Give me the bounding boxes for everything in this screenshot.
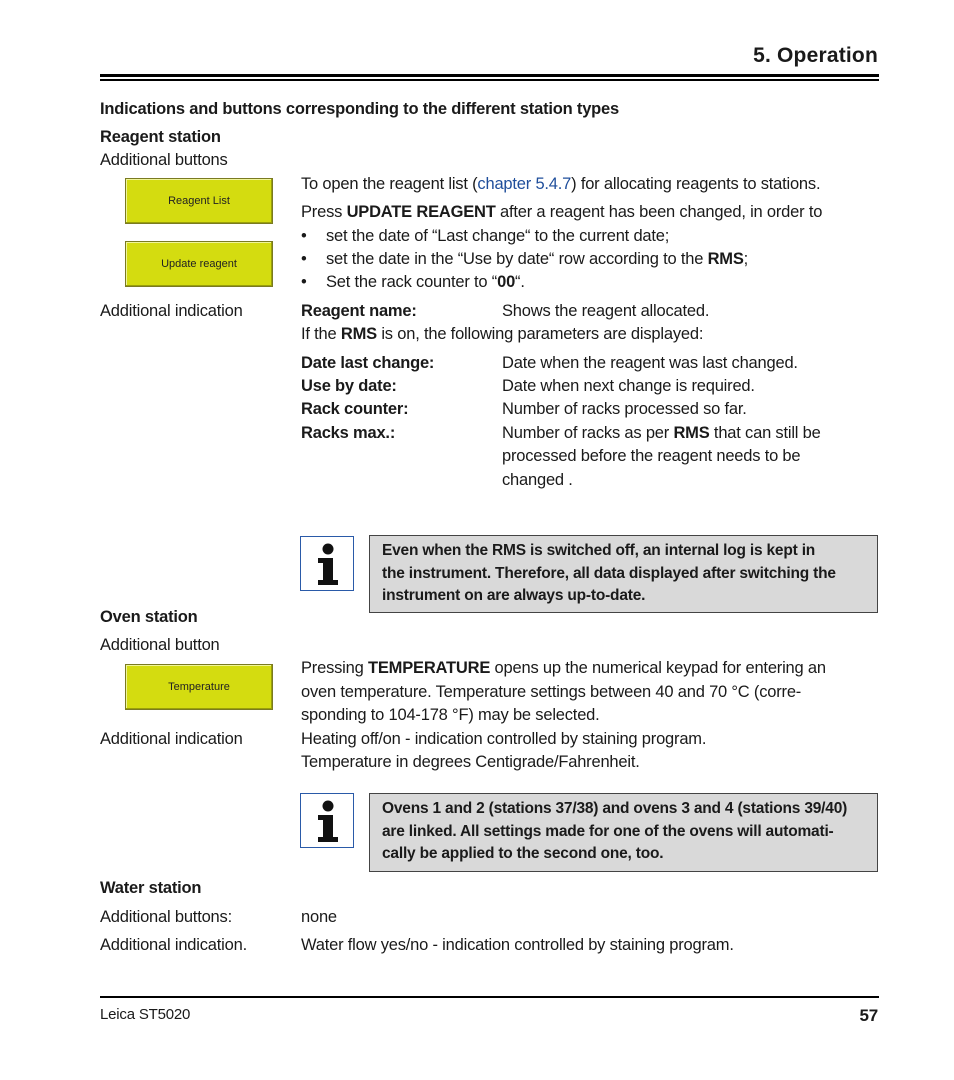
racks-max-label: Racks max.: xyxy=(301,424,396,442)
note-line: cally be applied to the second one, too. xyxy=(382,845,664,862)
text-segment: “. xyxy=(515,273,525,291)
rack-counter-desc: Number of racks processed so far. xyxy=(502,400,747,418)
text-segment: is on, the following parameters are displayed: xyxy=(376,325,704,343)
use-by-date-label: Use by date: xyxy=(301,377,397,395)
bullet-2-marker: • xyxy=(301,250,307,268)
racks-max-desc-3: changed . xyxy=(502,471,573,489)
text-segment: To open the reagent list ( xyxy=(301,175,478,193)
use-by-date-desc: Date when next change is required. xyxy=(502,377,755,395)
date-last-change-desc: Date when the reagent was last changed. xyxy=(502,354,798,372)
text-segment: ) for allocating reagents to stations. xyxy=(571,175,821,193)
text-segment: RMS xyxy=(340,325,377,343)
note-rms-log xyxy=(369,535,878,613)
page-heading: Indications and buttons corresponding to the different station types xyxy=(100,100,620,118)
oven-station-title: Oven station xyxy=(100,608,198,626)
temperature-desc-2: oven temperature. Temperature settings between 40 and 70 °C (corre- xyxy=(301,683,802,701)
date-last-change-label: Date last change: xyxy=(301,354,435,372)
water-station-title: Water station xyxy=(100,879,202,897)
update-reagent-description xyxy=(301,203,822,222)
note-line: Even when the RMS is switched off, an internal log is kept in xyxy=(382,542,816,559)
temperature-desc-3: sponding to 104-178 °F) may be selected. xyxy=(301,706,600,724)
text-segment: Press xyxy=(301,203,347,221)
reagent-list-button[interactable]: Reagent List xyxy=(125,178,273,224)
bullet-2 xyxy=(326,250,748,269)
text-segment: opens up the numerical keypad for entering an xyxy=(490,659,826,677)
reagent-name-label: Reagent name: xyxy=(301,302,417,320)
rack-counter-label: Rack counter: xyxy=(301,400,409,418)
update-reagent-button[interactable]: Update reagent xyxy=(125,241,273,287)
oven-additional-indication-label: Additional indication xyxy=(100,730,243,748)
oven-indication-2: Temperature in degrees Centigrade/Fahrenheit. xyxy=(301,753,640,771)
text-segment: Set the rack counter to “ xyxy=(326,273,498,291)
section-title: 5. Operation xyxy=(753,44,878,67)
footer-rule xyxy=(100,996,879,998)
water-additional-indication-value: Water flow yes/no - indication controlled by staining program. xyxy=(301,936,734,954)
oven-additional-button-label: Additional button xyxy=(100,636,220,654)
racks-max-desc-2: processed before the reagent needs to be xyxy=(502,447,801,465)
note-line: are linked. All settings made for one of the ovens will automati- xyxy=(382,822,834,840)
reagent-list-description xyxy=(301,175,820,194)
text-segment: If the xyxy=(301,325,341,343)
racks-max-desc-1 xyxy=(502,424,821,443)
bullet-1-marker: • xyxy=(301,227,307,245)
info-icon xyxy=(300,536,354,591)
text-segment: Number of racks as per xyxy=(502,424,674,442)
header-rule-thick xyxy=(100,74,879,77)
text-segment: UPDATE REAGENT xyxy=(346,203,496,221)
text-segment: Pressing xyxy=(301,659,368,677)
bullet-3-marker: • xyxy=(301,273,307,291)
note-line: Ovens 1 and 2 (stations 37/38) and ovens 3 and 4 (stations 39/40) xyxy=(382,800,848,817)
text-segment: RMS xyxy=(673,424,710,442)
text-segment: RMS xyxy=(707,250,744,268)
text-segment: TEMPERATURE xyxy=(367,659,491,677)
reagent-additional-buttons-label: Additional buttons xyxy=(100,151,228,169)
temperature-button[interactable]: Temperature xyxy=(125,664,273,710)
reagent-additional-indication-label: Additional indication xyxy=(100,302,243,320)
text-segment: that can still be xyxy=(709,424,821,442)
page-number: 57 xyxy=(859,1006,878,1025)
water-additional-indication-label: Additional indication. xyxy=(100,936,247,954)
footer-product: Leica ST5020 xyxy=(100,1006,191,1023)
bullet-3 xyxy=(326,273,525,292)
reagent-station-title: Reagent station xyxy=(100,128,221,146)
info-icon xyxy=(300,793,354,848)
text-segment: ; xyxy=(743,250,749,268)
temperature-desc-1 xyxy=(301,659,826,678)
water-additional-buttons-value: none xyxy=(301,908,337,926)
rms-intro xyxy=(301,325,703,344)
text-segment: 00 xyxy=(497,273,516,291)
text-segment: after a reagent has been changed, in order to xyxy=(495,203,823,221)
note-line: instrument on are always up-to-date. xyxy=(382,587,646,604)
note-line: the instrument. Therefore, all data displayed after switching the xyxy=(382,564,836,582)
note-linked-ovens xyxy=(369,793,878,872)
text-segment: set the date in the “Use by date“ row according to the xyxy=(326,250,708,268)
bullet-1: set the date of “Last change“ to the current date; xyxy=(326,227,670,245)
header-rule-thin xyxy=(100,79,879,81)
chapter-link[interactable]: chapter 5.4.7 xyxy=(477,175,572,193)
oven-indication-1: Heating off/on - indication controlled by staining program. xyxy=(301,730,707,748)
water-additional-buttons-label: Additional buttons: xyxy=(100,908,232,926)
reagent-name-desc: Shows the reagent allocated. xyxy=(502,302,710,320)
